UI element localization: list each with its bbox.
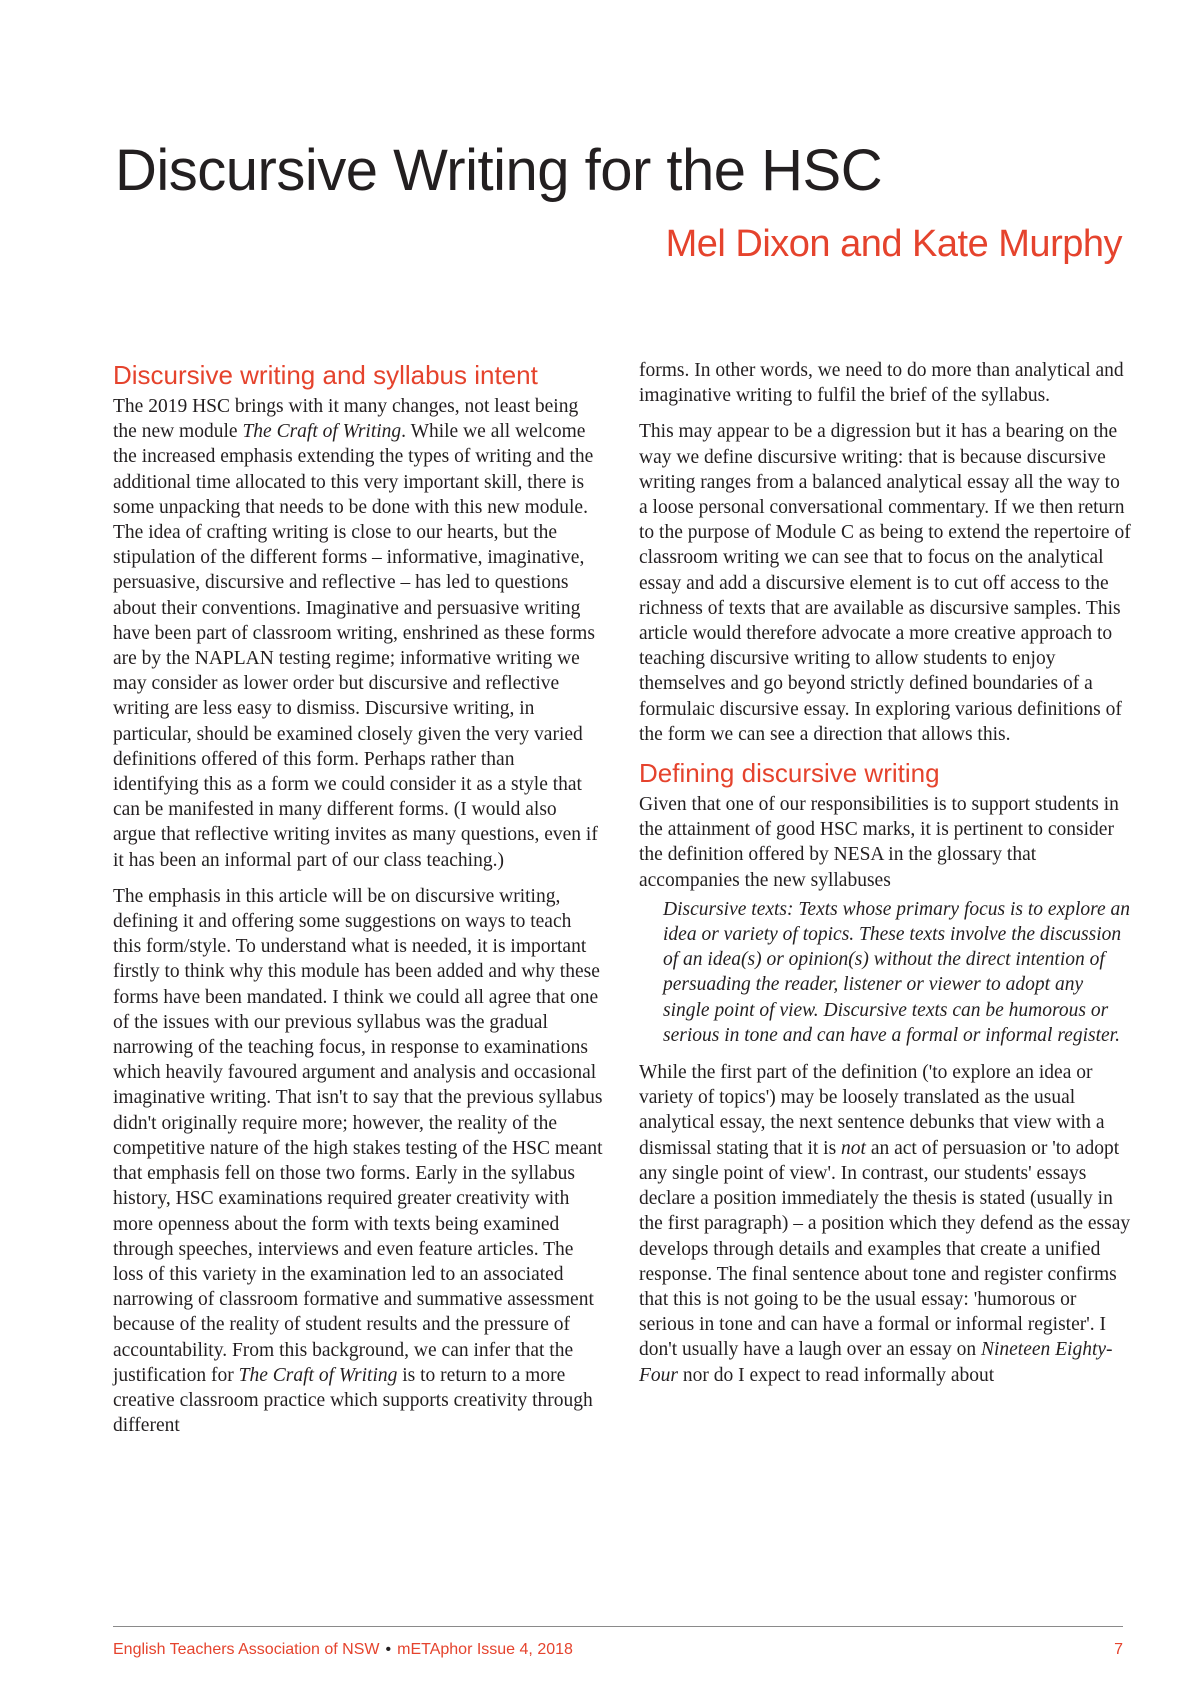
text-run: The emphasis in this article will be on discursive writing, defining it and offering some suggestions on ways to teach this form/style. To understand what is needed, it is important firstly to think why this module has been added and why these forms have been mandated. I think we could all agree that one of the issues with our previous syllabus was the gradual narrowing of the teaching focus, in response to examinations which heavily favoured argument and analysis and occasional imaginative writing. That isn't to say that the previous syllabus didn't originally require more; however, the reality of the competitive nature of the high stakes testing of the HSC meant that emphasis fell on those two forms. Early in the syllabus history, HSC examinations required greater creativity with more openness about the form with texts being examined through speeches, interviews and even feature articles. The loss of this variety in the examination led to an associated narrowing of classroom formative and summative assessment because of the reality of student results and the pressure of accountability. From this background, we can infer that the justification for	[113, 885, 603, 1386]
text-run: is to return to a more creative classroom practice which supports creativity through different	[113, 1364, 593, 1437]
paragraph	[639, 1060, 1131, 1388]
page-title: Discursive Writing for the HSC	[115, 138, 883, 203]
section-heading-syllabus-intent: Discursive writing and syllabus intent	[113, 360, 538, 390]
text-run: . While we all welcome the increased emphasis extending the types of writing and the additional time allocated to this very important skill, there is some unpacking that needs to be done with this new module. The idea of crafting writing is close to our hearts, but the stipulation of the different forms – informative, imaginative, persuasive, discursive and reflective – has led to questions about their conventions. Imaginative and persuasive writing have been part of classroom writing, enshrined as these forms are by the NAPLAN testing regime; informative writing we may consider as lower order but discursive and reflective writing are less easy to dismiss. Discursive writing, in particular, should be examined closely given the very varied definitions offered of this form. Perhaps rather than identifying this as a form we could consider it as a style that can be manifested in many different forms. (I would also argue that reflective writing invites as many questions, even if it has been an informal part of our class teaching.)	[113, 421, 598, 871]
section-heading-defining: Defining discursive writing	[639, 758, 940, 789]
footer-issue: mETAphor Issue 4, 2018	[397, 1641, 573, 1658]
paragraph	[113, 884, 603, 1438]
right-column	[639, 358, 1131, 1399]
footer-association: English Teachers Association of NSW	[113, 1641, 380, 1658]
italic-title: Nineteen Eighty-Four	[639, 1339, 1113, 1386]
footer-bullet: •	[385, 1641, 392, 1658]
text-run: nor do I expect to read informally about	[678, 1364, 995, 1386]
paragraph	[113, 394, 603, 873]
paragraph: This may appear to be a digression but it has a bearing on the way we define discursive writing: that is because discursive writing ranges from a balanced analytical essay all the way to a loose personal conversational commentary. If we then return to the purpose of Module C as being to extend the repertoire of classroom writing we can see that to focus on the analytical essay and add a discursive element is to cut off access to the richness of texts that are available as discursive samples. This article would therefore advocate a more creative approach to teaching discursive writing to allow students to enjoy themselves and go beyond strictly defined boundaries of a formulaic discursive essay. In exploring various definitions of the form we can see a direction that allows this.	[639, 421, 1131, 745]
footer-divider	[113, 1626, 1123, 1627]
page-number: 7	[1114, 1641, 1123, 1658]
left-column	[113, 360, 603, 1449]
paragraph: forms. In other words, we need to do more than analytical and imaginative writing to fulfil the brief of the syllabus.	[639, 360, 1124, 407]
italic-title: The Craft of Writing	[238, 1364, 398, 1386]
text-run: an act of persuasion or 'to adopt any single point of view'. In contrast, our students' essays declare a position immediately the thesis is stated (usually in the first paragraph) – a position which they defend as the essay develops through details and examples that create a unified response. The final sentence about tone and register confirms that this is not going to be the usual essay: 'humorous or serious in tone and can have a formal or informal register'. I don't usually have a laugh over an essay on	[639, 1137, 1131, 1361]
text-run: While the first part of the definition ('to explore an idea or variety of topics') may be loosely translated as the usual analytical essay, the next sentence debunks that view with a dismissal stating that it is	[639, 1062, 1105, 1159]
definition-quote: Discursive texts: Texts whose primary focus is to explore an idea or variety of topics. These texts involve the discussion of an idea(s) or opinion(s) without the direct intention of persuading the reader, listener or viewer to adopt any single point of view. Discursive texts can be humorous or serious in tone and can have a formal or informal register.	[663, 898, 1131, 1046]
italic-emphasis: not	[841, 1137, 866, 1159]
italic-title: The Craft of Writing	[242, 421, 402, 443]
text-run: The 2019 HSC brings with it many changes, not least being the new module	[113, 396, 579, 443]
footer-publication	[113, 1640, 573, 1660]
authors-byline: Mel Dixon and Kate Murphy	[665, 223, 1122, 265]
paragraph: Given that one of our responsibilities is to support students in the attainment of good HSC marks, it is pertinent to consider the definition offered by NESA in the glossary that accompanies the new syllabuses	[639, 794, 1119, 891]
